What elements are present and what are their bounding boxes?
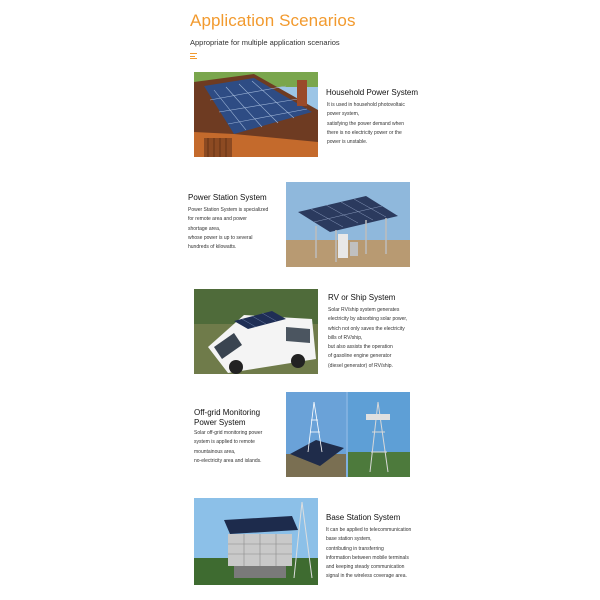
scenario-description: Solar RV/ship system generates electricity by absorbing solar power, which not only saves the electricity bills of RV/ship, but also assists the operation of gasoline engine generator (diesel generator) of RV/ship. [328, 307, 408, 369]
hamburger-icon [190, 53, 197, 61]
household-photo [194, 72, 318, 157]
scenario-description: It can be applied to telecommunication base station system, contributing in transferring information between mobile terminals and keeping steady communication signal in the wireless coverage area. [326, 527, 412, 580]
base-station-photo [194, 498, 318, 585]
page-title: Application Scenarios [190, 11, 356, 30]
scenario-description: It is used in household photovoltaic power system, satisfying the power demand when there is no electricity power or the power is unstable. [327, 102, 405, 146]
scenario-title: Off-grid Monitoring Power System [194, 408, 261, 427]
scenario-title: RV or Ship System [328, 293, 396, 302]
monitoring-photo [286, 392, 410, 477]
scenario-title: Base Station System [326, 513, 401, 522]
power-station-photo [286, 182, 410, 267]
scenario-title: Household Power System [326, 88, 419, 97]
scenario-title: Power Station System [188, 193, 267, 202]
scenario-description: Power Station System is specialized for remote area and power shortage area, whose power is up to several hundreds of kilowatts. [188, 207, 269, 251]
rv-photo [194, 289, 318, 374]
scenario-description: Solar off-grid monitoring power system is applied to remote mountainous area, no-electricity area and islands. [194, 430, 263, 464]
page-subtitle: Appropriate for multiple application scenarios [190, 38, 340, 47]
